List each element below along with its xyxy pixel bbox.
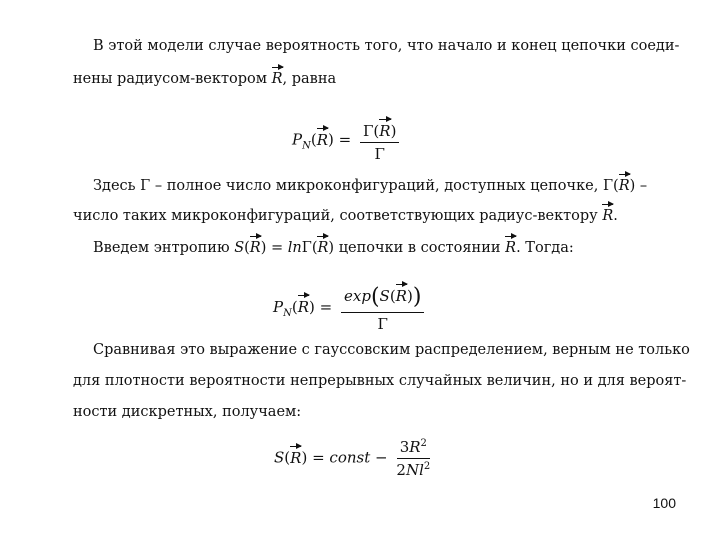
numerator: exp(S(R)) — [341, 283, 424, 313]
vector-r: R — [317, 235, 328, 257]
vector-r: R — [290, 445, 301, 467]
paragraph-4-line-3 — [73, 403, 301, 421]
vector-r: R — [272, 66, 283, 88]
text-span: . — [613, 208, 618, 224]
math-symbol: Γ — [362, 122, 374, 140]
paragraph-4-line-2 — [73, 372, 686, 390]
math-symbol: exp — [343, 287, 371, 305]
math-symbol: 3 — [399, 438, 410, 456]
math-symbol: S — [274, 448, 285, 467]
math-symbol: P — [292, 130, 303, 149]
denominator: Γ — [377, 314, 388, 333]
formula-entropy: S(R) = const − $\frac{3R^2}{2Nl^2}$ — [274, 438, 431, 479]
text-span: нены радиусом-вектором — [73, 71, 267, 87]
math-symbol: l — [419, 461, 424, 479]
math-symbol: N — [405, 461, 420, 479]
math-symbol: Γ — [301, 240, 312, 256]
vector-r: R — [396, 283, 407, 305]
numerator: Γ(R) — [360, 118, 399, 143]
vector-r: R — [317, 127, 328, 149]
paragraph-1-line-2 — [73, 66, 336, 88]
vector-r: R — [602, 203, 613, 225]
text-span: Здесь Γ – полное число микроконфигураций, доступных цепочке, Γ( — [93, 178, 619, 194]
paragraph-2-line-2 — [73, 203, 618, 225]
paragraph-2-line-1 — [93, 173, 647, 195]
text-span: Введем энтропию — [93, 240, 230, 256]
paragraph-3: Введем энтропию S(R) = lnΓ(R) цепочки в состоянии R. Тогда: — [93, 235, 574, 257]
numerator — [397, 438, 430, 459]
vector-r: R — [250, 235, 261, 257]
math-subscript: N — [283, 307, 292, 319]
denominator: Γ — [374, 145, 385, 163]
formula-probability: $P_N(R)$ = $\frac{\Gamma(R)}{\Gamma}$ — [292, 118, 403, 163]
equals-sign: = — [338, 130, 352, 149]
text-span: В этой модели случае вероятность того, что начало и конец цепочки соеди- — [93, 38, 680, 54]
vector-r: R — [619, 173, 630, 195]
page-number: 100 — [652, 495, 676, 511]
math-subscript: N — [302, 140, 311, 152]
fraction — [341, 283, 424, 333]
text-span: ) – — [629, 178, 648, 194]
fraction — [396, 438, 430, 479]
minus-sign: − — [375, 448, 388, 467]
math-superscript: 2 — [420, 438, 427, 449]
vector-r: R — [379, 118, 390, 140]
paragraph-4-line-1 — [93, 341, 690, 359]
math-symbol: S — [379, 287, 390, 305]
denominator — [396, 459, 430, 479]
text-span: Сравнивая это выражение с гауссовским распределением, верным не только — [93, 342, 690, 358]
math-symbol: R — [409, 438, 421, 456]
equals-sign: = — [271, 240, 284, 256]
vector-r: R — [505, 235, 516, 257]
fraction — [360, 118, 399, 163]
text-span: . Тогда: — [516, 240, 574, 256]
text-span: цепочки в состоянии — [338, 240, 501, 256]
math-symbol: const — [329, 448, 371, 467]
math-symbol: 2 — [396, 461, 406, 479]
math-symbol: S — [234, 240, 245, 256]
text-span: число таких микроконфигураций, соответствующих радиус-вектору — [73, 208, 598, 224]
formula-exp: $P_N(R)$ = $\frac{\exp(S(R))}{\Gamma}$ — [273, 283, 428, 333]
text-span: , равна — [282, 71, 337, 87]
vector-r: R — [298, 294, 309, 316]
paragraph-1-line-1 — [93, 37, 679, 55]
equals-sign: = — [312, 448, 325, 467]
math-superscript: 2 — [423, 461, 431, 472]
equals-sign: = — [319, 297, 333, 316]
text-span: ности дискретных, получаем: — [73, 404, 302, 420]
text-span: для плотности вероятности непрерывных случайных величин, но и для вероят- — [73, 373, 687, 389]
math-symbol: P — [273, 297, 284, 316]
math-symbol: ln — [287, 240, 302, 256]
